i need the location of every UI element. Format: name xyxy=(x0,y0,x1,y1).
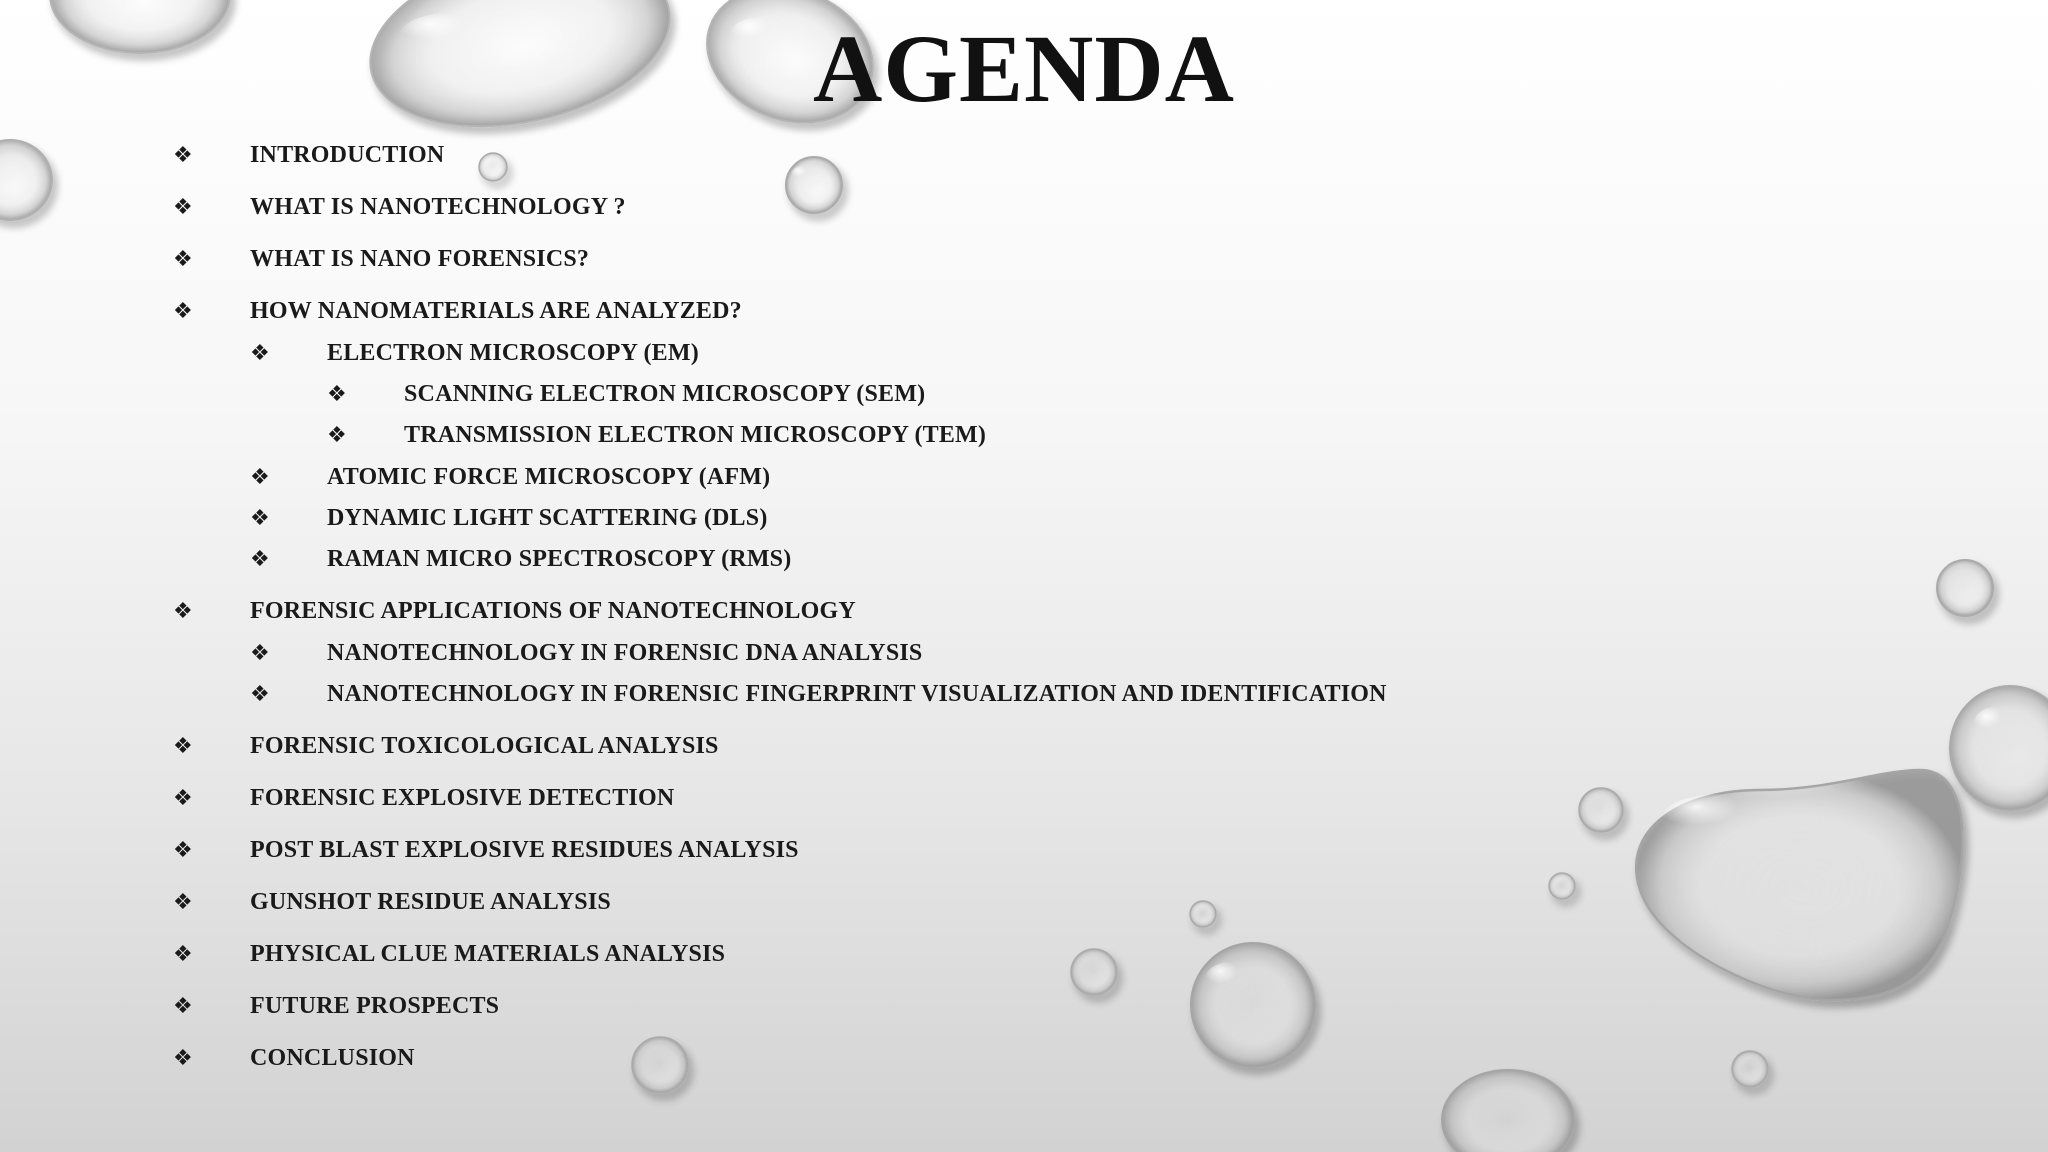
four-diamond-bullet-icon: ❖ xyxy=(250,340,270,366)
agenda-item-label: ELECTRON MICROSCOPY (EM) xyxy=(327,339,699,366)
agenda-item-label: CONCLUSION xyxy=(250,1044,415,1071)
agenda-item-label: GUNSHOT RESIDUE ANALYSIS xyxy=(250,888,611,915)
agenda-item xyxy=(250,338,699,368)
agenda-item-label: RAMAN MICRO SPECTROSCOPY (RMS) xyxy=(327,545,792,572)
four-diamond-bullet-icon: ❖ xyxy=(173,993,193,1019)
agenda-item-label: SCANNING ELECTRON MICROSCOPY (SEM) xyxy=(404,380,926,407)
four-diamond-bullet-icon: ❖ xyxy=(173,1045,193,1071)
four-diamond-bullet-icon: ❖ xyxy=(173,889,193,915)
agenda-item xyxy=(173,192,626,222)
agenda-item xyxy=(173,596,856,626)
agenda-item xyxy=(173,244,589,274)
agenda-item-label: NANOTECHNOLOGY IN FORENSIC DNA ANALYSIS xyxy=(327,639,923,666)
four-diamond-bullet-icon: ❖ xyxy=(250,505,270,531)
agenda-item xyxy=(250,544,791,574)
agenda-item-label: WHAT IS NANO FORENSICS? xyxy=(250,245,590,272)
four-diamond-bullet-icon: ❖ xyxy=(173,298,193,324)
agenda-item-label: NANOTECHNOLOGY IN FORENSIC FINGERPRINT VISUALIZATION AND IDENTIFICATION xyxy=(327,680,1387,707)
agenda-item xyxy=(327,420,986,450)
agenda-item-label: DYNAMIC LIGHT SCATTERING (DLS) xyxy=(327,504,768,531)
agenda-item xyxy=(173,783,674,813)
four-diamond-bullet-icon: ❖ xyxy=(173,142,193,168)
agenda-item xyxy=(173,835,799,865)
four-diamond-bullet-icon: ❖ xyxy=(173,194,193,220)
agenda-item-label: HOW NANOMATERIALS ARE ANALYZED? xyxy=(250,297,742,324)
four-diamond-bullet-icon: ❖ xyxy=(327,422,347,448)
agenda-item-label: PHYSICAL CLUE MATERIALS ANALYSIS xyxy=(250,940,726,967)
agenda-item xyxy=(250,462,770,492)
agenda-item-label: INTRODUCTION xyxy=(250,141,445,168)
four-diamond-bullet-icon: ❖ xyxy=(327,381,347,407)
agenda-item xyxy=(173,887,611,917)
four-diamond-bullet-icon: ❖ xyxy=(173,785,193,811)
agenda-item-label: TRANSMISSION ELECTRON MICROSCOPY (TEM) xyxy=(404,421,987,448)
agenda-item xyxy=(250,503,768,533)
agenda-item-label: ATOMIC FORCE MICROSCOPY (AFM) xyxy=(327,463,771,490)
agenda-item-label: POST BLAST EXPLOSIVE RESIDUES ANALYSIS xyxy=(250,836,799,863)
four-diamond-bullet-icon: ❖ xyxy=(173,733,193,759)
four-diamond-bullet-icon: ❖ xyxy=(250,546,270,572)
agenda-item xyxy=(173,991,499,1021)
four-diamond-bullet-icon: ❖ xyxy=(250,681,270,707)
four-diamond-bullet-icon: ❖ xyxy=(173,598,193,624)
slide-title-text: AGENDA xyxy=(812,15,1235,122)
agenda-item xyxy=(173,1043,415,1073)
agenda-item-label: FUTURE PROSPECTS xyxy=(250,992,500,1019)
four-diamond-bullet-icon: ❖ xyxy=(173,941,193,967)
four-diamond-bullet-icon: ❖ xyxy=(173,246,193,272)
agenda-item xyxy=(173,939,725,969)
four-diamond-bullet-icon: ❖ xyxy=(250,464,270,490)
agenda-item xyxy=(327,379,925,409)
four-diamond-bullet-icon: ❖ xyxy=(173,837,193,863)
agenda-item-label: FORENSIC APPLICATIONS OF NANOTECHNOLOGY xyxy=(250,597,856,624)
agenda-item-label: FORENSIC TOXICOLOGICAL ANALYSIS xyxy=(250,732,719,759)
agenda-item xyxy=(250,679,1387,709)
agenda-item-label: FORENSIC EXPLOSIVE DETECTION xyxy=(250,784,675,811)
agenda-item-label: WHAT IS NANOTECHNOLOGY ? xyxy=(250,193,626,220)
agenda-item xyxy=(250,638,922,668)
agenda-item xyxy=(173,296,742,326)
agenda-item xyxy=(173,140,444,170)
agenda-item xyxy=(173,731,719,761)
four-diamond-bullet-icon: ❖ xyxy=(250,640,270,666)
